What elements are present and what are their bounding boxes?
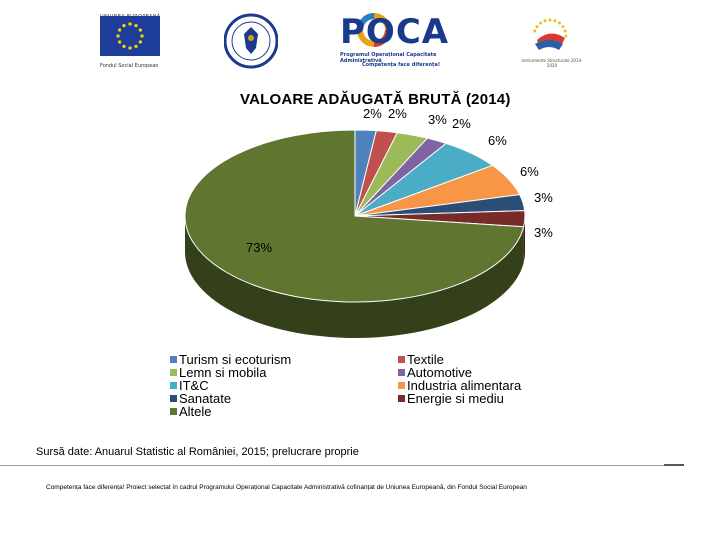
footer-text: Competența face diferența! Proiect selectat în cadrul Programului Operațional Capacitate Administrativă cofinanțat de Uniunea Europeană, din Fondul Social European [46,484,527,491]
legend-label: Textile [407,352,444,367]
legend-label: Industria alimentara [407,378,522,393]
legend-left [170,353,291,418]
legend-label: Automotive [407,365,473,380]
legend-swatch [398,369,405,376]
data-label-it-c: 6% [488,133,507,148]
data-label-sanatate: 3% [534,190,553,205]
legend-label: Sanatate [179,391,232,406]
legend-item-energie-si-mediu [398,392,521,405]
data-label-industria-alimentara: 6% [520,164,539,179]
legend-swatch [170,356,177,363]
structural-instruments-text: Instrumente Structurale 2014-2020 [521,58,583,68]
legend-label: Energie si mediu [407,391,504,406]
eu-logo-bottom-text: Fondul Social European [100,63,159,69]
legend-right [398,353,521,405]
legend-swatch [398,395,405,402]
divider-line [0,465,684,466]
legend-label: Turism si ecoturism [179,352,292,367]
poca-logo-word: POCA [340,12,450,52]
chart-title: VALOARE ADĂUGATĂ BRUTĂ (2014) [240,91,511,108]
legend-item-altele [170,405,291,418]
data-label-altele: 73% [246,240,273,255]
data-label-energie-si-mediu: 3% [534,225,553,240]
source-note: Sursă date: Anuarul Statistic al României, 2015; prelucrare proprie [36,446,359,458]
legend-swatch [398,356,405,363]
data-label-turism-si-ecoturism: 2% [363,106,382,121]
legend-label: Altele [179,404,212,419]
legend-label: IT&C [179,378,209,393]
legend-swatch [170,408,177,415]
data-label-automotive: 2% [452,116,471,131]
legend-label: Lemn si mobila [179,365,267,380]
legend-swatch [170,382,177,389]
legend-swatch [170,369,177,376]
data-label-lemn-si-mobila: 3% [428,112,447,127]
data-label-textile: 2% [388,106,407,121]
legend-swatch [170,395,177,402]
poca-slogan: Competența face diferența! [362,62,441,68]
poca-subtitle: Programul Operațional Capacitate Administrativă [340,52,437,64]
divider-accent [664,464,684,466]
legend-swatch [398,382,405,389]
